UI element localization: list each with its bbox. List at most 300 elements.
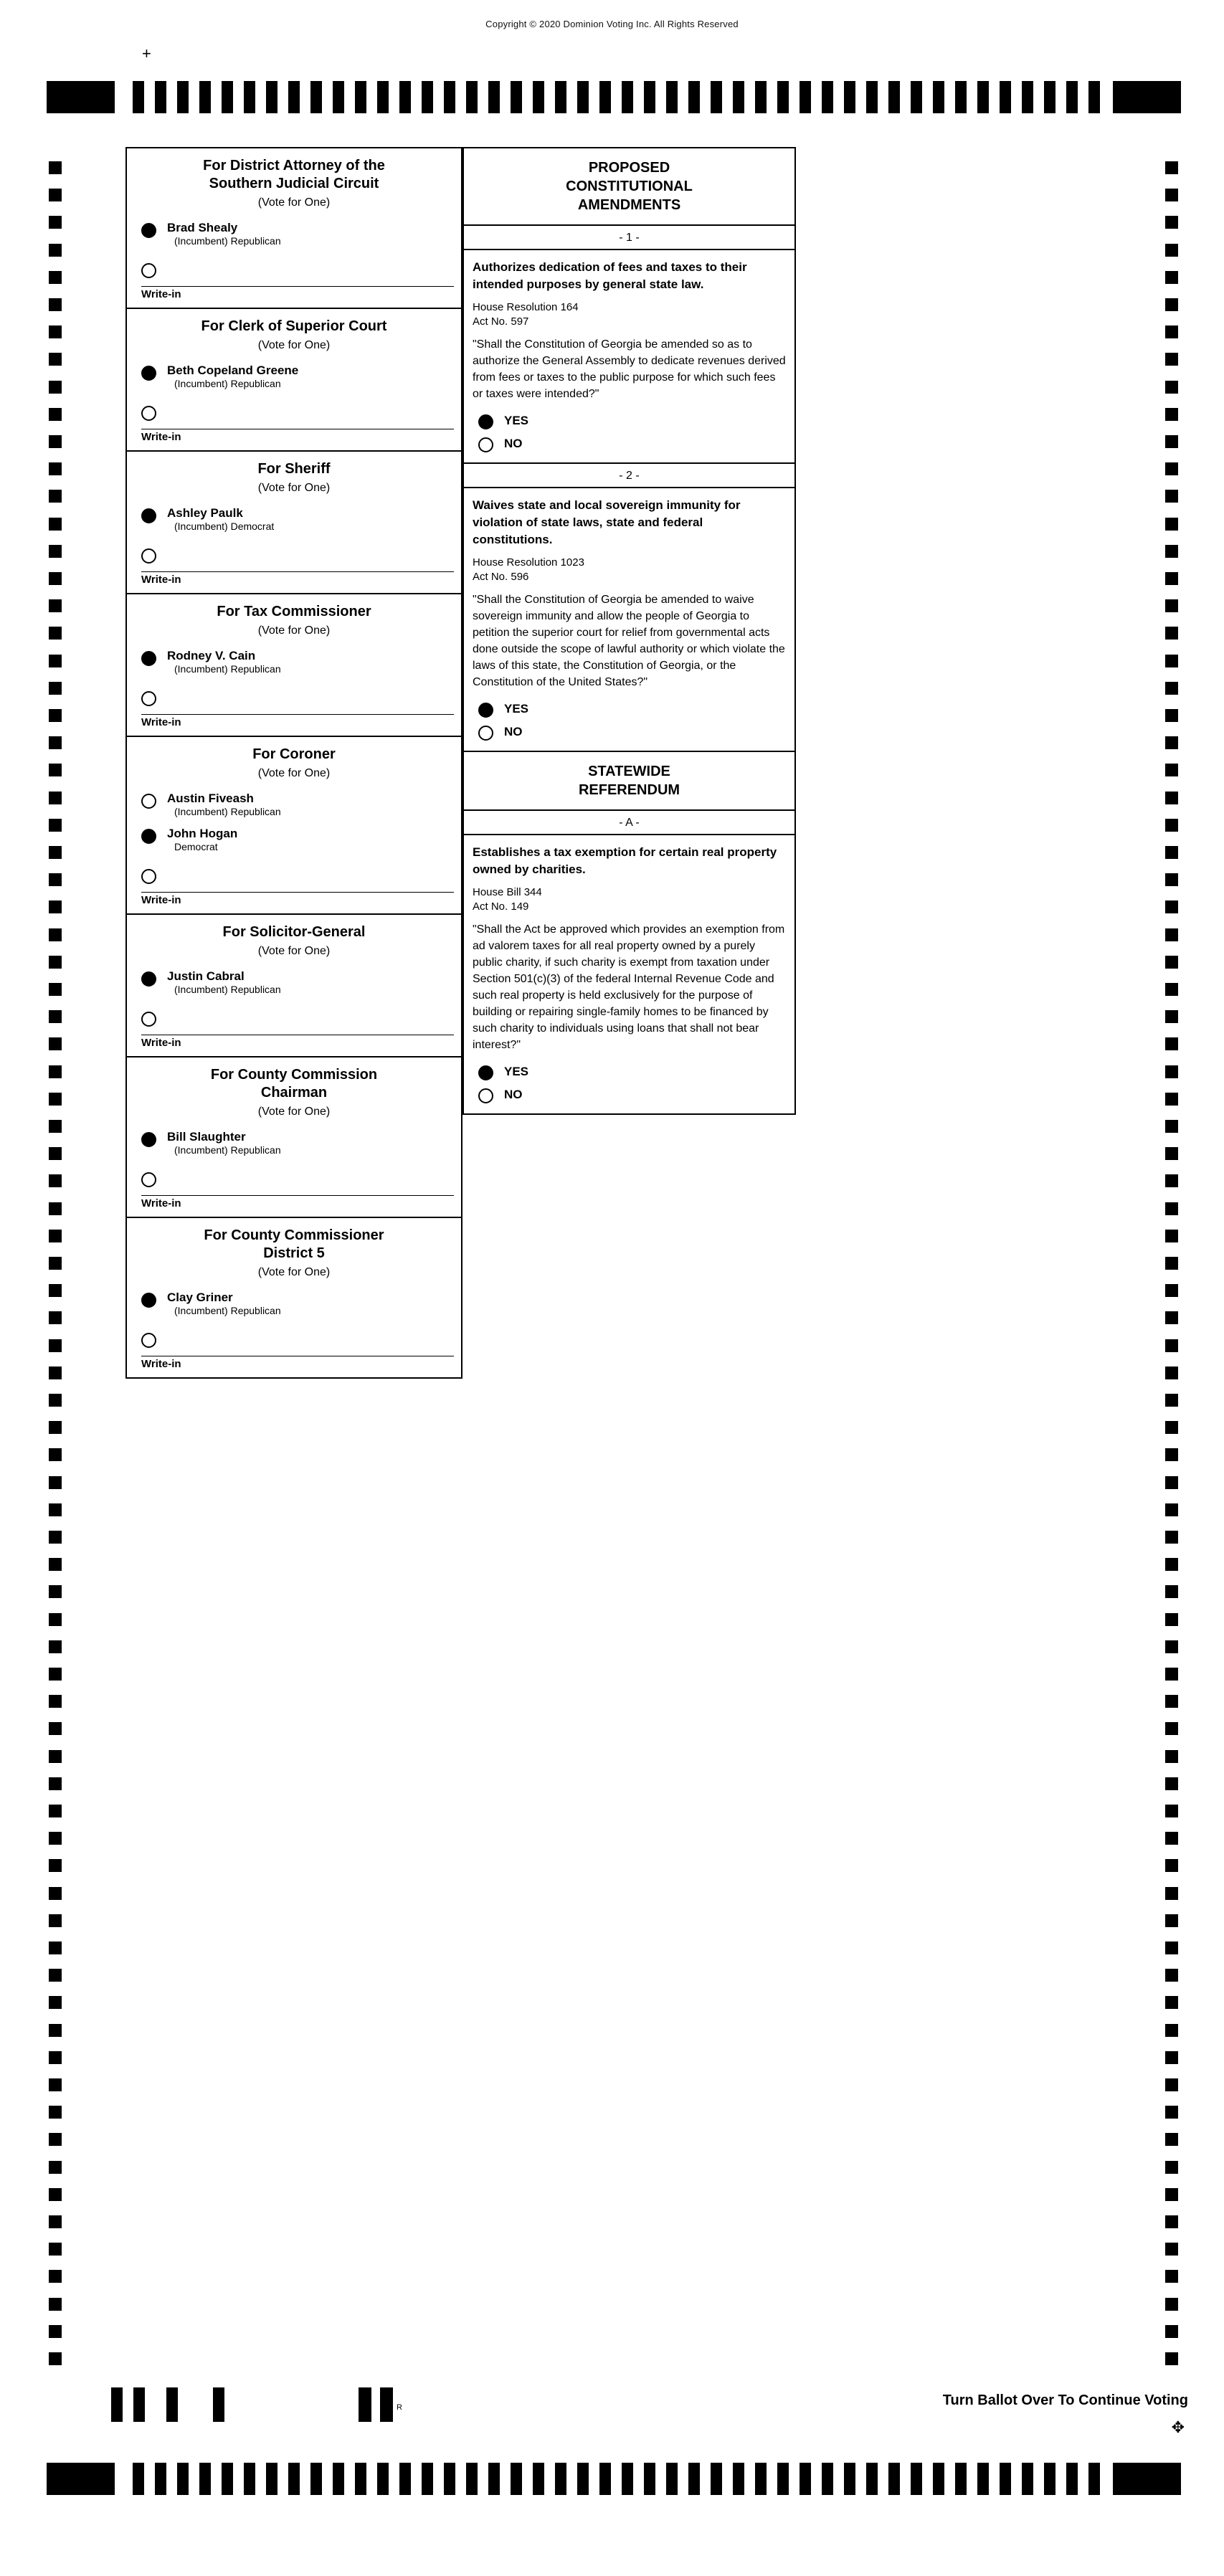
candidate-option[interactable] xyxy=(127,1286,461,1321)
timing-mark xyxy=(49,956,62,969)
timing-mark xyxy=(49,1777,62,1790)
timing-mark xyxy=(466,2463,478,2495)
timing-mark xyxy=(1165,1147,1178,1160)
timing-mark xyxy=(555,81,566,113)
timing-mark xyxy=(49,1284,62,1297)
timing-mark xyxy=(422,2463,433,2495)
timing-mark xyxy=(49,1421,62,1434)
timing-mark xyxy=(49,1859,62,1872)
write-in-option[interactable] xyxy=(127,537,461,593)
timing-mark xyxy=(1165,216,1178,229)
write-in-line[interactable] xyxy=(141,267,454,287)
write-in-oval[interactable] xyxy=(141,869,156,884)
candidate-name: Austin Fiveash xyxy=(167,792,254,805)
timing-mark xyxy=(466,81,478,113)
timing-mark xyxy=(49,325,62,338)
timing-mark xyxy=(49,2325,62,2338)
timing-mark xyxy=(711,81,722,113)
write-in-line[interactable] xyxy=(141,695,454,715)
contest-title xyxy=(127,452,461,480)
timing-mark xyxy=(1165,1367,1178,1379)
contest-block xyxy=(125,1217,462,1379)
question-option[interactable] xyxy=(464,1083,794,1106)
timing-mark xyxy=(49,298,62,311)
question-title: Waives state and local sovereign immunity for violation of state laws, state and federal constitutions. xyxy=(473,498,741,546)
timing-mark xyxy=(49,1613,62,1626)
timing-mark xyxy=(49,1503,62,1516)
timing-mark xyxy=(333,2463,344,2495)
timing-mark xyxy=(1165,1065,1178,1078)
timing-mark xyxy=(844,81,855,113)
candidate-name: Brad Shealy xyxy=(167,221,238,234)
ballot-question xyxy=(462,462,796,752)
timing-mark xyxy=(1165,2161,1178,2174)
question-option[interactable] xyxy=(464,409,794,432)
timing-mark xyxy=(1165,1448,1178,1461)
timing-mark xyxy=(1165,435,1178,448)
contest-block xyxy=(125,308,462,452)
timing-mark xyxy=(1165,846,1178,859)
write-in-label: Write-in xyxy=(141,1358,181,1370)
timing-mark xyxy=(1165,956,1178,969)
timing-mark xyxy=(1165,709,1178,722)
question-option[interactable] xyxy=(464,432,794,455)
contest-title-line1: For Clerk of Superior Court xyxy=(201,318,387,334)
timing-mark xyxy=(49,792,62,804)
timing-mark xyxy=(1165,1476,1178,1489)
turn-ballot-over-notice: Turn Ballot Over To Continue Voting xyxy=(942,2392,1188,2408)
timing-mark xyxy=(244,81,255,113)
statewide-referendum-header xyxy=(462,751,796,811)
timing-mark xyxy=(49,1147,62,1160)
timing-mark xyxy=(49,1914,62,1927)
timing-mark xyxy=(933,81,944,113)
timing-mark xyxy=(1000,81,1011,113)
timing-mark xyxy=(444,2463,455,2495)
write-in-option[interactable] xyxy=(127,680,461,736)
timing-mark xyxy=(488,2463,500,2495)
timing-mark xyxy=(1165,490,1178,503)
contest-instruction: (Vote for One) xyxy=(257,1106,331,1118)
timing-mark xyxy=(49,1394,62,1407)
contest-title xyxy=(127,1058,461,1103)
write-in-oval[interactable] xyxy=(141,263,156,278)
timing-mark xyxy=(49,2051,62,2064)
write-in-oval[interactable] xyxy=(141,548,156,564)
candidate-party: (Incumbent) Republican xyxy=(174,1144,281,1156)
timing-mark xyxy=(1165,599,1178,612)
timing-mark xyxy=(866,2463,878,2495)
write-in-option[interactable] xyxy=(127,1000,461,1056)
timing-mark xyxy=(47,81,115,113)
timing-mark xyxy=(133,2387,145,2422)
timing-mark xyxy=(488,81,500,113)
vote-oval[interactable] xyxy=(141,1132,156,1147)
candidate-option[interactable] xyxy=(127,1126,461,1161)
timing-mark xyxy=(1066,2463,1078,2495)
timing-mark xyxy=(777,81,789,113)
timing-mark xyxy=(911,81,922,113)
timing-mark xyxy=(49,2078,62,2091)
contest-title-line1: For Tax Commissioner xyxy=(217,604,371,619)
question-number: - 2 - xyxy=(464,464,794,488)
question-number: - A - xyxy=(464,811,794,835)
timing-mark xyxy=(1165,2298,1178,2311)
timing-mark xyxy=(577,2463,589,2495)
timing-mark xyxy=(666,2463,678,2495)
timing-mark xyxy=(49,1037,62,1050)
timing-mark xyxy=(199,81,211,113)
timing-mark xyxy=(49,1996,62,2009)
timing-mark xyxy=(49,2270,62,2283)
write-in-option[interactable] xyxy=(127,857,461,913)
write-in-option[interactable] xyxy=(127,1321,461,1377)
vote-oval[interactable] xyxy=(141,1293,156,1308)
timing-mark xyxy=(511,81,522,113)
timing-mark xyxy=(49,381,62,394)
timing-mark xyxy=(1165,1421,1178,1434)
timing-mark xyxy=(933,2463,944,2495)
question-option[interactable] xyxy=(464,698,794,721)
candidate-party: (Incumbent) Republican xyxy=(174,235,281,247)
timing-mark xyxy=(1165,1503,1178,1516)
timing-mark xyxy=(1165,2352,1178,2365)
candidate-party: (Incumbent) Republican xyxy=(174,1305,281,1316)
write-in-oval[interactable] xyxy=(141,1012,156,1027)
timing-mark xyxy=(49,518,62,531)
timing-mark xyxy=(49,2133,62,2146)
timing-mark xyxy=(1066,81,1078,113)
timing-mark xyxy=(755,81,767,113)
write-in-label: Write-in xyxy=(141,1197,181,1209)
timing-mark xyxy=(1165,298,1178,311)
timing-mark xyxy=(1165,381,1178,394)
timing-mark xyxy=(688,81,700,113)
timing-mark xyxy=(1165,682,1178,695)
timing-mark xyxy=(177,81,189,113)
timing-mark xyxy=(49,353,62,366)
vote-oval[interactable] xyxy=(478,703,493,718)
write-in-option[interactable] xyxy=(127,1161,461,1217)
candidate-party: (Incumbent) Republican xyxy=(174,663,281,675)
timing-mark xyxy=(1165,271,1178,284)
timing-mark xyxy=(49,627,62,640)
timing-mark xyxy=(49,1065,62,1078)
timing-mark xyxy=(622,81,633,113)
timing-mark xyxy=(444,81,455,113)
timing-mark xyxy=(222,81,233,113)
timing-mark xyxy=(288,81,300,113)
copyright-notice: Copyright © 2020 Dominion Voting Inc. All Rights Reserved xyxy=(485,19,739,29)
question-option-label: YES xyxy=(504,1065,529,1078)
timing-mark xyxy=(49,709,62,722)
timing-mark xyxy=(1044,2463,1055,2495)
timing-mark xyxy=(49,2161,62,2174)
contest-instruction: (Vote for One) xyxy=(257,767,331,779)
proposed-constitutional-amendments-header-line: AMENDMENTS xyxy=(577,197,681,213)
timing-mark xyxy=(49,189,62,201)
timing-mark xyxy=(244,2463,255,2495)
timing-mark xyxy=(49,435,62,448)
contest-instruction: (Vote for One) xyxy=(257,339,331,351)
write-in-oval[interactable] xyxy=(141,1333,156,1348)
timing-mark xyxy=(1165,1037,1178,1050)
write-in-oval[interactable] xyxy=(141,406,156,421)
timing-mark xyxy=(49,1339,62,1352)
vote-oval[interactable] xyxy=(141,829,156,844)
candidate-option[interactable] xyxy=(127,787,461,822)
candidate-option[interactable] xyxy=(127,502,461,537)
timing-mark xyxy=(1165,983,1178,996)
candidate-option[interactable] xyxy=(127,217,461,252)
timing-mark xyxy=(733,2463,744,2495)
write-in-line[interactable] xyxy=(141,1337,454,1356)
timing-mark xyxy=(1165,655,1178,667)
timing-mark xyxy=(1165,819,1178,832)
contest-instruction: (Vote for One) xyxy=(257,482,331,494)
timing-mark xyxy=(555,2463,566,2495)
timing-mark xyxy=(133,81,144,113)
timing-mark xyxy=(49,244,62,257)
timing-mark xyxy=(49,1722,62,1735)
timing-mark xyxy=(1165,2243,1178,2256)
timing-mark xyxy=(1165,462,1178,475)
timing-mark xyxy=(49,983,62,996)
contest-instruction: (Vote for One) xyxy=(257,196,331,209)
contest-title-line2: Chairman xyxy=(260,1085,328,1101)
timing-mark xyxy=(1165,2325,1178,2338)
timing-mark xyxy=(49,2024,62,2037)
timing-mark xyxy=(49,1531,62,1544)
timing-mark xyxy=(1165,1558,1178,1571)
timing-mark xyxy=(49,2106,62,2119)
timing-mark xyxy=(533,81,544,113)
write-in-oval[interactable] xyxy=(141,1172,156,1187)
vote-oval[interactable] xyxy=(141,508,156,523)
candidate-option[interactable] xyxy=(127,965,461,1000)
timing-mark xyxy=(49,1750,62,1763)
ballot-question xyxy=(462,224,796,464)
timing-mark xyxy=(1165,1969,1178,1982)
timing-mark xyxy=(511,2463,522,2495)
timing-mark xyxy=(377,81,389,113)
write-in-line[interactable] xyxy=(141,1016,454,1035)
proposed-constitutional-amendments-header-line: PROPOSED xyxy=(588,160,670,176)
timing-mark xyxy=(49,1120,62,1133)
timing-mark xyxy=(1165,1996,1178,2009)
timing-mark xyxy=(266,2463,277,2495)
timing-mark xyxy=(49,1941,62,1954)
write-in-label: Write-in xyxy=(141,716,181,728)
timing-mark xyxy=(49,462,62,475)
timing-mark xyxy=(777,2463,789,2495)
question-options xyxy=(464,408,794,462)
timing-mark xyxy=(49,1367,62,1379)
timing-mark xyxy=(49,846,62,859)
vote-oval[interactable] xyxy=(478,726,493,741)
question-option-label: NO xyxy=(504,725,523,738)
candidate-party: (Incumbent) Democrat xyxy=(174,521,275,532)
vote-oval[interactable] xyxy=(478,1088,493,1103)
candidate-option[interactable] xyxy=(127,359,461,394)
timing-mark xyxy=(49,2188,62,2201)
timing-mark xyxy=(800,2463,811,2495)
contest-title-line1: For District Attorney of the xyxy=(203,158,385,174)
timing-mark xyxy=(533,2463,544,2495)
timing-mark xyxy=(1165,1695,1178,1708)
timing-mark xyxy=(355,81,366,113)
timing-mark xyxy=(49,599,62,612)
timing-mark xyxy=(49,1311,62,1324)
timing-mark xyxy=(1044,81,1055,113)
write-in-oval[interactable] xyxy=(141,691,156,706)
timing-mark xyxy=(1165,161,1178,174)
timing-mark xyxy=(1165,545,1178,558)
timing-mark xyxy=(49,764,62,776)
write-in-option[interactable] xyxy=(127,394,461,450)
contest-block xyxy=(125,1056,462,1218)
question-option-label: YES xyxy=(504,702,529,716)
timing-mark xyxy=(822,2463,833,2495)
timing-mark xyxy=(755,2463,767,2495)
timing-mark xyxy=(49,2243,62,2256)
timing-mark xyxy=(49,736,62,749)
timing-mark xyxy=(399,2463,411,2495)
timing-mark xyxy=(1165,408,1178,421)
vote-oval[interactable] xyxy=(141,651,156,666)
timing-mark xyxy=(911,2463,922,2495)
vote-oval[interactable] xyxy=(478,437,493,452)
contest-block xyxy=(125,913,462,1058)
timing-mark xyxy=(1165,2051,1178,2064)
timing-mark xyxy=(49,572,62,585)
contest-title-line1: For County Commissioner xyxy=(204,1227,384,1243)
timing-mark xyxy=(1165,353,1178,366)
timing-mark xyxy=(1165,2270,1178,2283)
timing-mark xyxy=(955,81,967,113)
timing-mark xyxy=(49,1093,62,1106)
contest-block xyxy=(125,450,462,594)
timing-mark xyxy=(1165,2133,1178,2146)
timing-mark xyxy=(49,1640,62,1653)
timing-mark xyxy=(977,2463,989,2495)
timing-mark xyxy=(213,2387,224,2422)
timing-mark xyxy=(49,819,62,832)
timing-mark xyxy=(1088,2463,1100,2495)
timing-mark xyxy=(359,2387,371,2422)
timing-mark xyxy=(111,2402,123,2422)
candidate-option[interactable] xyxy=(127,645,461,680)
candidate-name: Clay Griner xyxy=(167,1291,233,1304)
timing-mark xyxy=(733,81,744,113)
statewide-referendum-header-line: REFERENDUM xyxy=(578,782,680,798)
candidate-option[interactable] xyxy=(127,822,461,857)
register-mark-top: + xyxy=(142,44,151,62)
question-options xyxy=(464,696,794,751)
write-in-option[interactable] xyxy=(127,252,461,308)
timing-mark xyxy=(1165,1613,1178,1626)
write-in-line[interactable] xyxy=(141,553,454,572)
contest-title xyxy=(127,309,461,337)
vote-oval[interactable] xyxy=(141,223,156,238)
timing-mark xyxy=(1165,518,1178,531)
vote-oval[interactable] xyxy=(141,794,156,809)
timing-mark xyxy=(1165,1120,1178,1133)
timing-mark xyxy=(1165,873,1178,886)
question-reference-line1: House Resolution 164 xyxy=(473,301,579,313)
timing-mark xyxy=(1165,1284,1178,1297)
timing-mark xyxy=(1165,1887,1178,1900)
timing-mark xyxy=(49,1969,62,1982)
timing-mark xyxy=(49,1174,62,1187)
timing-mark xyxy=(1165,1010,1178,1023)
write-in-line[interactable] xyxy=(141,873,454,893)
question-option-label: NO xyxy=(504,1088,523,1101)
vote-oval[interactable] xyxy=(478,414,493,429)
timing-mark xyxy=(822,81,833,113)
timing-mark xyxy=(955,2463,967,2495)
timing-mark xyxy=(1165,1805,1178,1817)
candidate-name: Bill Slaughter xyxy=(167,1130,246,1144)
timing-mark xyxy=(49,545,62,558)
question-option[interactable] xyxy=(464,1060,794,1083)
timing-mark xyxy=(49,1668,62,1681)
timing-mark xyxy=(49,1476,62,1489)
question-number: - 1 - xyxy=(464,226,794,250)
contest-column-left xyxy=(125,147,462,1377)
timing-mark xyxy=(155,2463,166,2495)
timing-mark xyxy=(1165,1585,1178,1598)
timing-mark xyxy=(577,81,589,113)
question-reference xyxy=(464,885,794,921)
timing-mark xyxy=(49,161,62,174)
timing-mark xyxy=(49,1695,62,1708)
timing-mark xyxy=(49,1257,62,1270)
question-reference-line1: House Resolution 1023 xyxy=(473,556,584,569)
timing-mark xyxy=(49,2352,62,2365)
timing-mark xyxy=(49,1558,62,1571)
vote-oval[interactable] xyxy=(478,1065,493,1080)
timing-mark xyxy=(711,2463,722,2495)
vote-oval[interactable] xyxy=(141,971,156,987)
candidate-name: Justin Cabral xyxy=(167,969,245,983)
question-options xyxy=(464,1059,794,1113)
contest-instruction: (Vote for One) xyxy=(257,945,331,957)
statewide-referendum-header-line: STATEWIDE xyxy=(588,764,670,779)
timing-mark xyxy=(599,81,611,113)
timing-mark xyxy=(49,490,62,503)
timing-mark xyxy=(133,2463,144,2495)
contest-title xyxy=(127,1218,461,1264)
vote-oval[interactable] xyxy=(141,366,156,381)
question-option[interactable] xyxy=(464,721,794,743)
timing-mark xyxy=(49,271,62,284)
timing-mark xyxy=(49,682,62,695)
timing-mark xyxy=(49,1805,62,1817)
timing-mark xyxy=(49,655,62,667)
write-in-line[interactable] xyxy=(141,410,454,429)
timing-mark xyxy=(644,2463,655,2495)
contest-title-line1: For Solicitor-General xyxy=(222,924,366,940)
timing-mark xyxy=(1165,1668,1178,1681)
write-in-line[interactable] xyxy=(141,1177,454,1196)
timing-mark xyxy=(1165,1174,1178,1187)
timing-mark xyxy=(49,1448,62,1461)
question-reference-line2: Act No. 596 xyxy=(473,571,529,583)
timing-mark xyxy=(49,873,62,886)
timing-mark xyxy=(155,81,166,113)
timing-mark xyxy=(310,2463,322,2495)
